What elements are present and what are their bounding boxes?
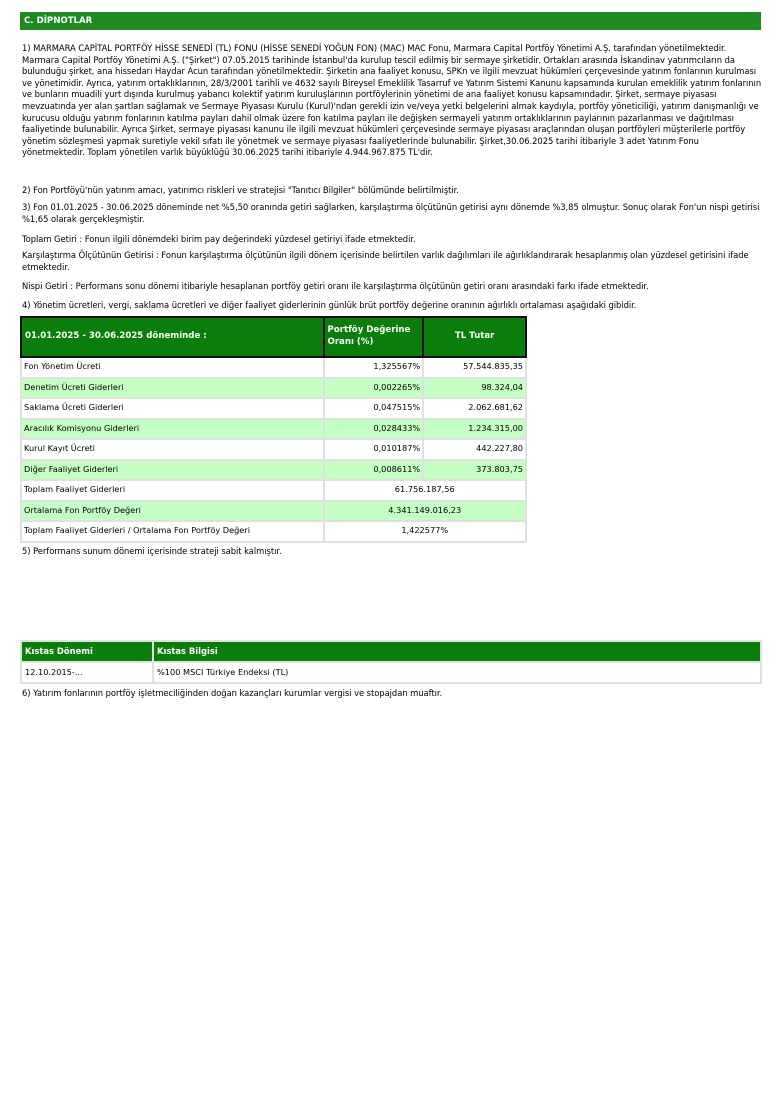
- fee-ratio: 1,325567%: [324, 357, 424, 378]
- fee-label: Kurul Kayıt Ücreti: [21, 439, 324, 460]
- fee-label: Denetim Ücreti Giderleri: [21, 378, 324, 399]
- fee-label: Fon Yönetim Ücreti: [21, 357, 324, 378]
- benchmark-table-header: [21, 641, 761, 662]
- fee-label: Saklama Ücreti Giderleri: [21, 398, 324, 419]
- section-title: C. DİPNOTLAR: [20, 12, 761, 30]
- ratio-header: Portföy Değerine Oranı (%): [324, 317, 424, 357]
- summary-row-expense-ratio: [21, 521, 526, 542]
- fee-amount: 57.544.835,35: [423, 357, 526, 378]
- table-row: [21, 378, 526, 399]
- footnote-6: 6) Yatırım fonlarının portföy işletmeciliğinden doğan kazançları kurumlar vergisi ve stopajdan muaftır.: [22, 688, 443, 698]
- fee-ratio: 0,028433%: [324, 419, 424, 440]
- table-row: [21, 662, 761, 683]
- amount-header: TL Tutar: [423, 317, 526, 357]
- benchmark-period: 12.10.2015-...: [21, 662, 153, 683]
- footnote-5: 5) Performans sunum dönemi içerisinde strateji sabit kalmıştır.: [22, 546, 282, 556]
- table-row: [21, 398, 526, 419]
- fee-amount: 98.324,04: [423, 378, 526, 399]
- fee-ratio: 0,008611%: [324, 460, 424, 481]
- table-row: [21, 460, 526, 481]
- summary-row-avg-portfolio: [21, 501, 526, 522]
- fees-table-header: [21, 317, 526, 357]
- benchmark-period-header: Kıstas Dönemi: [21, 641, 153, 662]
- summary-value: 1,422577%: [324, 521, 526, 542]
- table-row: [21, 439, 526, 460]
- summary-label: Ortalama Fon Portföy Değeri: [21, 501, 324, 522]
- fee-ratio: 0,002265%: [324, 378, 424, 399]
- fee-label: Diğer Faaliyet Giderleri: [21, 460, 324, 481]
- footnote-3: 3) Fon 01.01.2025 - 30.06.2025 döneminde net %5,50 oranında getiri sağlarken, karşılaştırma ölçütünün getirisi aynı dönemde %3,85 olmuştur. Sonuç olarak Fon'un nispi getirisi %1,65 olarak gerçekleşmiştir.: [22, 202, 760, 224]
- benchmark-table: [20, 640, 762, 684]
- summary-label: Toplam Faaliyet Giderleri / Ortalama Fon Portföy Değeri: [21, 521, 324, 542]
- relative-return-definition: Nispi Getiri : Performans sonu dönemi itibariyle hesaplanan portföy getiri oranı ile karşılaştırma ölçütünün getiri oranı arasındaki farkı ifade etmektedir.: [22, 281, 649, 291]
- period-header: 01.01.2025 - 30.06.2025 döneminde :: [21, 317, 324, 357]
- fee-label: Aracılık Komisyonu Giderleri: [21, 419, 324, 440]
- total-return-definition: Toplam Getiri : Fonun ilgili dönemdeki birim pay değerindeki yüzdesel getiriyi ifade etmektedir.: [22, 234, 416, 244]
- benchmark-info: %100 MSCI Türkiye Endeksi (TL): [153, 662, 761, 683]
- fee-amount: 2.062.681,62: [423, 398, 526, 419]
- summary-value: 61.756.187,56: [324, 480, 526, 501]
- footnote-1: 1) MARMARA CAPİTAL PORTFÖY HİSSE SENEDİ (TL) FONU (HİSSE SENEDİ YOĞUN FON) (MAC) MAC Fonu, Marmara Capital Portföy Yönetimi A.Ş. tarafından yönetilmektedir. Marmara Capital Portföy Yönetimi A.Ş. ("Şirket") 07.05.2015 tarihinde İstanbul'da kurulup tescil edilmiş bir sermaye şirketidir. Ortakları arasında İskandinav yatırımcıların da bulunduğu şirket, ana hissedarı Haydar Acun tarafından yönetilmektedir. Şirketin ana faaliyet konusu, SPKn ve ilgili mevzuat hükümleri çerçevesinde yatırım fonlarının kurulması ve yönetimidir. Ayrıca, yatırım ortaklıklarının, 28/3/2001 tarihli ve 4632 sayılı Bireysel Emeklilik Tasarruf ve Yatırım Sistemi Kanunu kapsamında kurulan emeklilik yatırım fonlarının ve bunların muadili yurt dışında kurulmuş yabancı kolektif yatırım kuruluşlarının portföylerinin yönetimi de ana faaliyet konusu kapsamındadır. Şirket, sermaye piyasası mevzuatında yer alan şartları sağlamak ve Sermaye Piyasası Kurulu (Kurul)'ndan gerekli izin ve/veya yetki belgelerini almak kaydıyla, portföy yöneticiliği, yatırım danışmanlığı ve kurucusu olduğu yatırım fonlarının katılma payları dahil olmak üzere fon katılma payları ile değişken sermayeli yatırım ortaklıklarının paylarının pazarlanması ve dağıtılması faaliyetinde bulunabilir. Ayrıca Şirket, sermaye piyasası kanunu ile ilgili mevzuat hükümleri çerçevesinde sermaye piyasası araçlarından oluşan portföyleri müşterilerle portföy yönetim sözleşmesi yapmak suretiyle vekil sıfatı ile yönetmek ve sermaye piyasası faaliyetlerinde bulunabilir. Şirket,30.06.2025 tarihi itibariyle 3 adet Yatırım Fonu yönetmektedir. Toplam yönetilen varlık büyüklüğü 30.06.2025 tarihi itibariyle 4.944.967.875 TL'dir.: [22, 43, 762, 158]
- fee-amount: 1.234.315,00: [423, 419, 526, 440]
- summary-value: 4.341.149.016,23: [324, 501, 526, 522]
- fee-amount: 373.803,75: [423, 460, 526, 481]
- fees-table: [20, 316, 527, 543]
- summary-row-total-expenses: [21, 480, 526, 501]
- fee-ratio: 0,010187%: [324, 439, 424, 460]
- benchmark-return-definition: Karşılaştırma Ölçütünün Getirisi : Fonun karşılaştırma ölçütünün ilgili dönem içerisinde belirtilen varlık dağılımları ile ağırlıklandırarak hesaplanmış olan yüzdesel getirisini ifade etmektedir.: [22, 250, 749, 272]
- fee-ratio: 0,047515%: [324, 398, 424, 419]
- table-row: [21, 357, 526, 378]
- summary-label: Toplam Faaliyet Giderleri: [21, 480, 324, 501]
- table-row: [21, 419, 526, 440]
- footnote-2: 2) Fon Portföyü'nün yatırım amacı, yatırımcı riskleri ve stratejisi "Tanıtıcı Bilgiler" bölümünde belirtilmiştir.: [22, 185, 459, 195]
- fee-amount: 442.227,80: [423, 439, 526, 460]
- footnote-4: 4) Yönetim ücretleri, vergi, saklama ücretleri ve diğer faaliyet giderlerinin günlük brüt portföy değerine oranının ağırlıklı ortalaması aşağıdaki gibidir.: [22, 300, 637, 310]
- benchmark-info-header: Kıstas Bilgisi: [153, 641, 761, 662]
